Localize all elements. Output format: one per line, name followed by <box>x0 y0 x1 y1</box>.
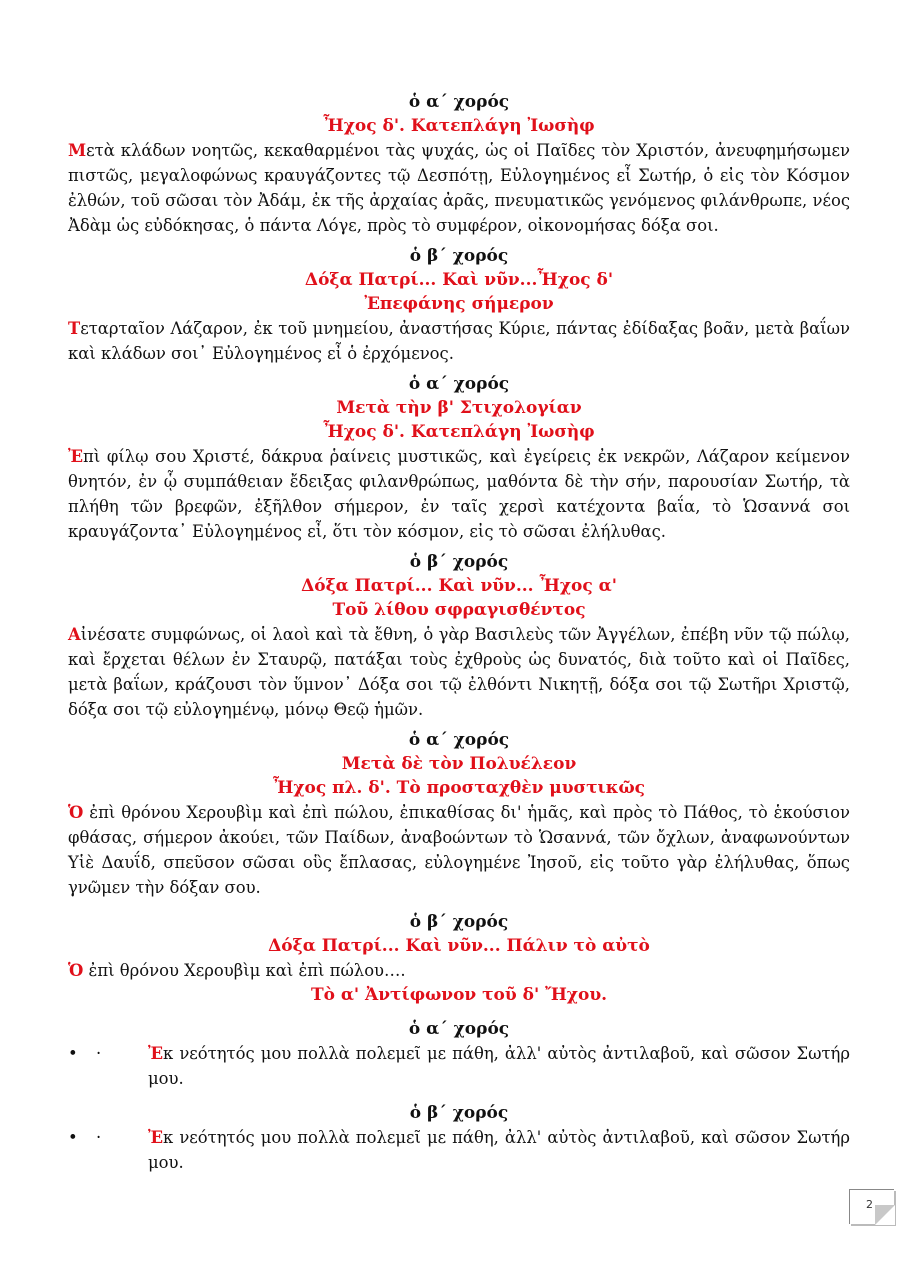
verse-list-item <box>68 1125 850 1175</box>
bullet-icon: • <box>68 1128 78 1147</box>
middle-dot-mark: · <box>96 1044 102 1063</box>
drop-initial: Ἐ <box>148 1044 164 1063</box>
drop-initial: Τ <box>68 319 81 338</box>
choir-label: ὁ β΄ χορός <box>409 912 509 932</box>
hymn-paragraph <box>68 958 850 983</box>
document-page <box>68 84 850 1175</box>
tone-heading: Δόξα Πατρί... Καὶ νῦν... Ἦχος α' <box>301 576 617 596</box>
tone-heading: Ἦχος δ'. Κατεπλάγη Ἰωσὴφ <box>323 422 595 442</box>
verse-list-item <box>68 1041 850 1091</box>
drop-initial: Ὁ <box>68 803 84 822</box>
hymn-paragraph <box>68 316 850 366</box>
drop-initial: Μ <box>68 141 87 160</box>
hymn-text: πὶ φίλῳ σου Χριστέ, δάκρυα ῥαίνεις μυστικῶς, καὶ ἐγείρεις ἐκ νεκρῶν, Λάζαρον κείμενον θνητόν, ἐν ᾧ συμπάθειαν ἔδειξας φιλανθρώπως, μαθόντα δὲ τὴν σήν, παρουσίαν Σωτήρ, τὰ πλήθη τῶν βρεφῶν, ἐξῆλθον σήμερον, ἐν ταῖς χερσὶ κατέχοντα βαΐα, τὸ Ὡσαννά σοι κραυγάζοντα᾿ Εὐλογημένος εἶ, ὅτι τὸν κόσμον, εἰς τὸ σῶσαι ἐλήλυθας. <box>68 447 850 541</box>
verse-text: κ νεότητός μου πολλὰ πολεμεῖ με πάθη, ἀλλ' αὐτὸς ἀντιλαβοῦ, καὶ σῶσον Σωτήρ μου. <box>148 1128 850 1172</box>
drop-initial: Ἐ <box>148 1128 164 1147</box>
rubric-heading: Δόξα Πατρί... Καὶ νῦν... Πάλιν τὸ αὐτὸ <box>268 936 650 956</box>
hymn-text: εταρταῖον Λάζαρον, ἐκ τοῦ μνημείου, ἀναστήσας Κύριε, πάντας ἐδίδαξας βοᾶν, μετὰ βαΐων καὶ κλάδων σοι᾿ Εὐλογημένος εἶ ὁ ἐρχόμενος. <box>68 319 850 363</box>
choir-label: ὁ α΄ χορός <box>408 92 510 112</box>
choir-label: ὁ α΄ χορός <box>408 1019 510 1039</box>
hymn-text: ετὰ κλάδων νοητῶς, κεκαθαρμένοι τὰς ψυχάς, ὡς οἱ Παῖδες τὸν Χριστόν, ἀνευφημήσωμεν πιστῶς, μεγαλοφώνως κραυγάζοντες τῷ Δεσπότῃ, Εὐλογημένος εἶ Σωτήρ, ὁ εἰς τὸν Κόσμον ἐλθών, τοῦ σῶσαι τὸν Ἀδάμ, ἐκ τῆς ἀρχαίας ἀρᾶς, πνευματικῶς γενόμενος φιλάνθρωπε, νέος Ἀδὰμ ὡς εὐδόκησας, ὁ πάντα Λόγε, πρὸς τὸ συμφέρον, οἰκονομήσας δόξα σοι. <box>68 141 850 235</box>
page-fold-icon <box>875 1205 895 1225</box>
choir-label: ὁ β΄ χορός <box>409 1103 509 1123</box>
drop-initial: Ὁ <box>68 961 84 980</box>
tone-heading: Ἦχος δ'. Κατεπλάγη Ἰωσὴφ <box>323 116 595 136</box>
hymn-paragraph <box>68 622 850 722</box>
middle-dot-mark: · <box>96 1128 102 1147</box>
page-number-box <box>849 1189 894 1224</box>
rubric-heading: Μετὰ δὲ τὸν Πολυέλεον <box>341 754 577 774</box>
tone-heading: Δόξα Πατρί... Καὶ νῦν...Ἦχος δ' <box>304 270 614 290</box>
hymn-text: ἐπὶ θρόνου Χερουβὶμ καὶ ἐπὶ πώλου…. <box>83 961 406 980</box>
drop-initial: Ἐ <box>68 447 84 466</box>
page-number: 2 <box>866 1198 873 1211</box>
hymn-text: ἰνέσατε συμφώνως, οἱ λαοὶ καὶ τὰ ἔθνη, ὁ γὰρ Βασιλεὺς τῶν Ἀγγέλων, ἐπέβη νῦν τῷ πώλῳ, καὶ ἔρχεται θέλων ἐν Σταυρῷ, πατάξαι τοὺς ἐχθροὺς ὡς δυνατός, διὰ τοῦτο καὶ οἱ Παῖδες, μετὰ βαΐων, κράζουσι τὸν ὕμνον᾿ Δόξα σοι τῷ ἐλθόντι Νικητῇ, δόξα σοι τῷ Σωτῆρι Χριστῷ, δόξα σοι τῷ εὐλογημένῳ, μόνῳ Θεῷ ἡμῶν. <box>68 625 850 719</box>
verse-text: κ νεότητός μου πολλὰ πολεμεῖ με πάθη, ἀλλ' αὐτὸς ἀντιλαβοῦ, καὶ σῶσον Σωτήρ μου. <box>148 1044 850 1088</box>
tone-heading: Ἦχος πλ. δ'. Τὸ προσταχθὲν μυστικῶς <box>272 778 646 798</box>
hymn-paragraph <box>68 800 850 900</box>
choir-label: ὁ β΄ χορός <box>409 246 509 266</box>
antiphon-title: Τὸ α' Ἀντίφωνον τοῦ δ' Ἤχου. <box>310 985 608 1005</box>
melody-heading: Ἐπεφάνης σήμερον <box>364 294 554 314</box>
melody-heading: Τοῦ λίθου σφραγισθέντος <box>332 600 586 620</box>
bullet-icon: • <box>68 1044 78 1063</box>
hymn-paragraph <box>68 138 850 238</box>
hymn-text: ἐπὶ θρόνου Χερουβὶμ καὶ ἐπὶ πώλου, ἐπικαθίσας δι' ἡμᾶς, καὶ πρὸς τὸ Πάθος, τὸ ἑκούσιον φθάσας, σήμερον ἀκούει, τῶν Παίδων, ἀναβοώντων τὸ Ὡσαννά, τῶν ὄχλων, ἀναφωνούντων Υἱὲ Δαυΐδ, σπεῦσον σῶσαι οὓς ἔπλασας, εὐλογημένε Ἰησοῦ, εἰς τοῦτο γὰρ ἐλήλυθας, ὅπως γνῶμεν τὴν δόξαν σου. <box>68 803 850 897</box>
choir-label: ὁ α΄ χορός <box>408 730 510 750</box>
rubric-heading: Μετὰ τὴν β' Στιχολογίαν <box>336 398 582 418</box>
hymn-paragraph <box>68 444 850 544</box>
drop-initial: Α <box>68 625 81 644</box>
choir-label: ὁ α΄ χορός <box>408 374 510 394</box>
choir-label: ὁ β΄ χορός <box>409 552 509 572</box>
